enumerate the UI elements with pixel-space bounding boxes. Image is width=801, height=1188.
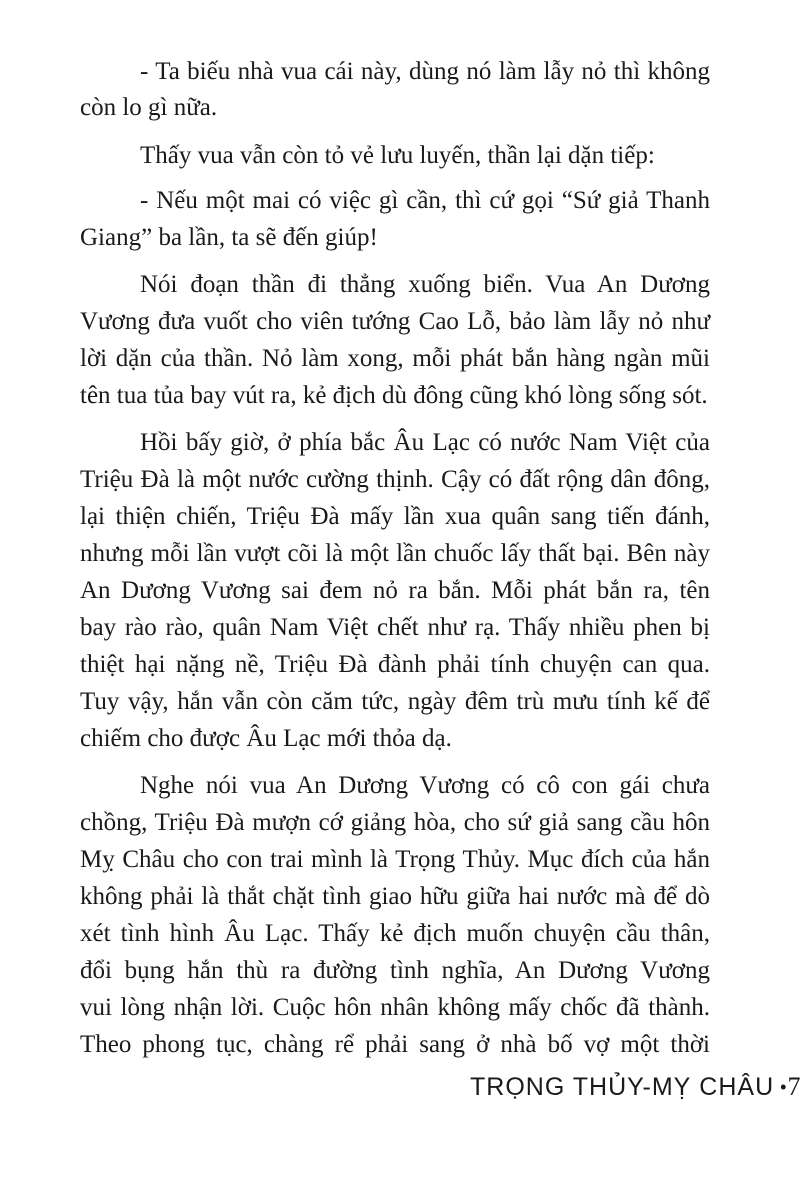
text-line: nhưng mỗi lần vượt cõi là một lần chuốc lấy thất bại. Bên này xyxy=(80,540,710,567)
bullet-icon: • xyxy=(780,1077,788,1097)
page-footer xyxy=(470,1067,801,1107)
text-line: Nghe nói vua An Dương Vương có cô con gái chưa xyxy=(140,772,710,799)
text-line: xét tình hình Âu Lạc. Thấy kẻ địch muốn chuyện cầu thân, xyxy=(80,920,710,947)
text-line: chiếm cho được Âu Lạc mới thỏa dạ. xyxy=(80,725,452,752)
text-line: không phải là thắt chặt tình giao hữu giữa hai nước mà để dò xyxy=(80,883,710,910)
text-line: đổi bụng hắn thù ra đường tình nghĩa, An Dương Vương xyxy=(80,957,710,984)
text-line: lại thiện chiến, Triệu Đà mấy lần xua quân sang tiến đánh, xyxy=(80,503,710,530)
text-line: còn lo gì nữa. xyxy=(80,94,218,121)
text-line: Triệu Đà là một nước cường thịnh. Cậy có đất rộng dân đông, xyxy=(80,466,710,493)
text-line: Tuy vậy, hắn vẫn còn căm tức, ngày đêm trù mưu tính kế để xyxy=(80,688,710,715)
text-line: Thấy vua vẫn còn tỏ vẻ lưu luyến, thần lại dặn tiếp: xyxy=(140,142,655,169)
text-line: bay rào rào, quân Nam Việt chết như rạ. Thấy nhiều phen bị xyxy=(80,614,710,641)
text-line: vui lòng nhận lời. Cuộc hôn nhân không mấy chốc đã thành. xyxy=(80,994,710,1021)
page-number: 7 xyxy=(787,1072,801,1101)
text-line: Mỵ Châu cho con trai mình là Trọng Thủy. Mục đích của hắn xyxy=(80,846,710,873)
text-line: - Ta biếu nhà vua cái này, dùng nó làm lẫy nỏ thì không xyxy=(140,58,710,85)
text-line: An Dương Vương sai đem nỏ ra bắn. Mỗi phát bắn ra, tên xyxy=(80,577,710,604)
text-line: Hồi bấy giờ, ở phía bắc Âu Lạc có nước Nam Việt của xyxy=(140,429,710,456)
running-title: TRỌNG THỦY-MỴ CHÂU xyxy=(470,1073,775,1101)
text-line: lời dặn của thần. Nỏ làm xong, mỗi phát bắn hàng ngàn mũi xyxy=(80,345,710,372)
text-line: Nói đoạn thần đi thẳng xuống biển. Vua An Dương xyxy=(140,271,710,298)
text-line: Vương đưa vuốt cho viên tướng Cao Lỗ, bảo làm lẫy nỏ như xyxy=(80,308,710,335)
text-line: chồng, Triệu Đà mượn cớ giảng hòa, cho sứ giả sang cầu hôn xyxy=(80,809,710,836)
text-line: thiệt hại nặng nề, Triệu Đà đành phải tính chuyện can qua. xyxy=(80,651,710,678)
text-line: - Nếu một mai có việc gì cần, thì cứ gọi “Sứ giả Thanh xyxy=(140,187,710,214)
text-line: Theo phong tục, chàng rể phải sang ở nhà bố vợ một thời xyxy=(80,1031,710,1058)
text-line: Giang” ba lần, ta sẽ đến giúp! xyxy=(80,224,378,251)
text-line: tên tua tủa bay vút ra, kẻ địch dù đông cũng khó lòng sống sót. xyxy=(80,382,708,409)
